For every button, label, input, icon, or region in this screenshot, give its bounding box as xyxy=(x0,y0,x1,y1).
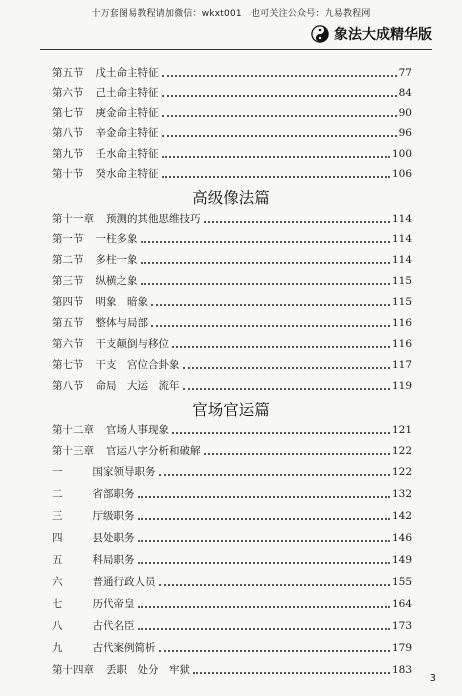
toc-number: 六 xyxy=(52,576,63,588)
toc-number: 第七节 xyxy=(52,107,84,119)
toc-row[interactable] xyxy=(52,270,412,288)
toc-number: 第四节 xyxy=(52,296,84,308)
toc-number: 第十二章 xyxy=(52,424,94,436)
toc-page: 115 xyxy=(391,275,412,287)
toc-number: 第六节 xyxy=(52,338,84,350)
toc-number: 第五节 xyxy=(52,317,84,329)
toc-row[interactable] xyxy=(52,312,412,330)
toc-row[interactable] xyxy=(52,122,412,140)
dot-leader xyxy=(162,135,397,137)
toc-title: 癸水命主特征 xyxy=(95,168,159,180)
toc-row[interactable] xyxy=(52,102,412,120)
toc-page: 84 xyxy=(398,87,412,99)
toc-row[interactable] xyxy=(52,483,412,501)
dot-leader xyxy=(162,95,397,97)
toc-page: 114 xyxy=(391,213,412,225)
toc-title: 辛金命主特征 xyxy=(95,127,159,139)
dot-leader xyxy=(159,474,390,476)
toc-title: 壬水命主特征 xyxy=(95,148,159,160)
toc-page: 116 xyxy=(391,338,412,350)
toc-title: 预测的其他思维技巧 xyxy=(106,213,201,225)
toc-row[interactable] xyxy=(52,143,412,161)
toc-row[interactable] xyxy=(52,461,412,479)
toc-page: 117 xyxy=(391,359,412,371)
toc-row[interactable] xyxy=(52,593,412,611)
toc-page: 90 xyxy=(398,107,412,119)
dot-leader xyxy=(141,241,390,243)
dot-leader xyxy=(138,606,390,608)
toc-title: 己土命主特征 xyxy=(95,87,159,99)
dot-leader xyxy=(204,221,390,223)
yin-yang-icon xyxy=(311,25,329,43)
toc-row[interactable] xyxy=(52,615,412,633)
brand-title: 象法大成精华版 xyxy=(334,27,432,43)
toc-row[interactable] xyxy=(52,354,412,372)
toc-page: 100 xyxy=(391,148,412,160)
toc-page: 155 xyxy=(391,576,412,588)
toc-row[interactable] xyxy=(52,249,412,267)
toc-title: 官运八字分析和破解 xyxy=(106,445,201,457)
toc-title: 官场人事现象 xyxy=(106,424,169,436)
toc-number: 三 xyxy=(52,510,63,522)
toc-row[interactable] xyxy=(52,637,412,655)
toc-page: 106 xyxy=(391,168,412,180)
toc-title: 干支 宫位合卦象 xyxy=(95,359,180,371)
toc-number: 第五节 xyxy=(52,67,84,79)
toc-row[interactable] xyxy=(52,208,412,226)
toc-row[interactable] xyxy=(52,440,412,458)
dot-leader xyxy=(138,540,390,542)
toc-title: 庚金命主特征 xyxy=(95,107,159,119)
toc-number: 第六节 xyxy=(52,87,84,99)
toc-page: 119 xyxy=(391,380,412,392)
brand-header xyxy=(311,24,432,44)
toc-title: 多柱一象 xyxy=(95,254,138,266)
toc-row[interactable] xyxy=(52,659,412,677)
toc-number: 八 xyxy=(52,620,63,632)
dot-leader xyxy=(183,367,390,369)
toc-row[interactable] xyxy=(52,62,412,80)
toc-number: 第九节 xyxy=(52,148,84,160)
dot-leader xyxy=(138,518,390,520)
toc-number: 一 xyxy=(52,466,63,478)
toc-page: 122 xyxy=(391,466,412,478)
dot-leader xyxy=(141,283,390,285)
toc-number: 九 xyxy=(52,642,63,654)
toc-row[interactable] xyxy=(52,82,412,100)
toc-page: 146 xyxy=(391,532,412,544)
toc-title: 明象 暗象 xyxy=(95,296,148,308)
toc-title: 命局 大运 流年 xyxy=(95,380,180,392)
toc-page: 183 xyxy=(391,664,412,676)
toc-title: 纵横之象 xyxy=(95,275,138,287)
toc-title: 县处职务 xyxy=(92,532,135,544)
dot-leader xyxy=(162,115,397,117)
dot-leader xyxy=(159,584,390,586)
toc-row[interactable] xyxy=(52,291,412,309)
toc-row[interactable] xyxy=(52,419,412,437)
toc-title: 省部职务 xyxy=(92,488,135,500)
toc-number: 第十节 xyxy=(52,168,84,180)
toc-title: 一柱多象 xyxy=(95,233,138,245)
dot-leader xyxy=(138,496,390,498)
toc-page: 132 xyxy=(391,488,412,500)
toc-number: 第三节 xyxy=(52,275,84,287)
toc-title: 干支颠倒与移位 xyxy=(95,338,169,350)
toc-page: 149 xyxy=(391,554,412,566)
toc-row[interactable] xyxy=(52,375,412,393)
toc-page: 115 xyxy=(391,296,412,308)
dot-leader xyxy=(172,432,390,434)
toc-title: 丢职 处分 牢狱 xyxy=(106,664,190,676)
toc-page: 116 xyxy=(391,317,412,329)
toc-title: 戊土命主特征 xyxy=(95,67,159,79)
toc-number: 第十三章 xyxy=(52,445,94,457)
dot-leader xyxy=(138,562,390,564)
toc-page: 122 xyxy=(391,445,412,457)
section-heading: 高级像法篇 xyxy=(192,189,270,207)
dot-leader xyxy=(138,628,390,630)
toc-row[interactable] xyxy=(52,571,412,589)
toc-row[interactable] xyxy=(52,163,412,181)
dot-leader xyxy=(204,453,390,455)
toc-page: 114 xyxy=(391,254,412,266)
toc-page: 121 xyxy=(391,424,412,436)
toc-page: 96 xyxy=(398,127,412,139)
toc-number: 七 xyxy=(52,598,63,610)
dot-leader xyxy=(151,304,390,306)
header-rule xyxy=(40,49,432,50)
dot-leader xyxy=(162,176,390,178)
toc-title: 国家领导职务 xyxy=(92,466,156,478)
toc-title: 历代帝皇 xyxy=(92,598,135,610)
toc-page: 164 xyxy=(391,598,412,610)
toc-title: 科局职务 xyxy=(92,554,135,566)
section-heading: 官场官运篇 xyxy=(192,401,270,419)
toc-number: 第七节 xyxy=(52,359,84,371)
toc-page: 77 xyxy=(398,67,412,79)
toc-number: 第十四章 xyxy=(52,664,94,676)
toc-number: 二 xyxy=(52,488,63,500)
toc-number: 第十一章 xyxy=(52,213,94,225)
toc-row[interactable] xyxy=(52,527,412,545)
toc-page: 142 xyxy=(391,510,412,522)
toc-row[interactable] xyxy=(52,228,412,246)
dot-leader xyxy=(183,388,390,390)
toc-row[interactable] xyxy=(52,505,412,523)
toc-row[interactable] xyxy=(52,333,412,351)
toc-number: 第八节 xyxy=(52,127,84,139)
toc-number: 第八节 xyxy=(52,380,84,392)
toc-title: 古代案例简析 xyxy=(92,642,156,654)
dot-leader xyxy=(162,75,397,77)
toc-number: 第一节 xyxy=(52,233,84,245)
toc-number: 第二节 xyxy=(52,254,84,266)
toc-page: 173 xyxy=(391,620,412,632)
toc-row[interactable] xyxy=(52,549,412,567)
dot-leader xyxy=(141,262,390,264)
toc-title: 整体与局部 xyxy=(95,317,148,329)
page-number: 3 xyxy=(429,673,436,684)
toc-title: 古代名臣 xyxy=(92,620,135,632)
dot-leader xyxy=(159,650,390,652)
top-watermark-note: 十万套图易教程请加微信：wkxt001 也可关注公众号：九易教程网 xyxy=(91,9,371,19)
dot-leader xyxy=(151,325,390,327)
dot-leader xyxy=(193,672,390,674)
dot-leader xyxy=(162,156,390,158)
toc-number: 四 xyxy=(52,532,63,544)
toc-title: 普通行政人员 xyxy=(92,576,156,588)
toc-title: 厅级职务 xyxy=(92,510,135,522)
toc-number: 五 xyxy=(52,554,63,566)
toc-page: 179 xyxy=(391,642,412,654)
toc-page: 114 xyxy=(391,233,412,245)
dot-leader xyxy=(172,346,390,348)
